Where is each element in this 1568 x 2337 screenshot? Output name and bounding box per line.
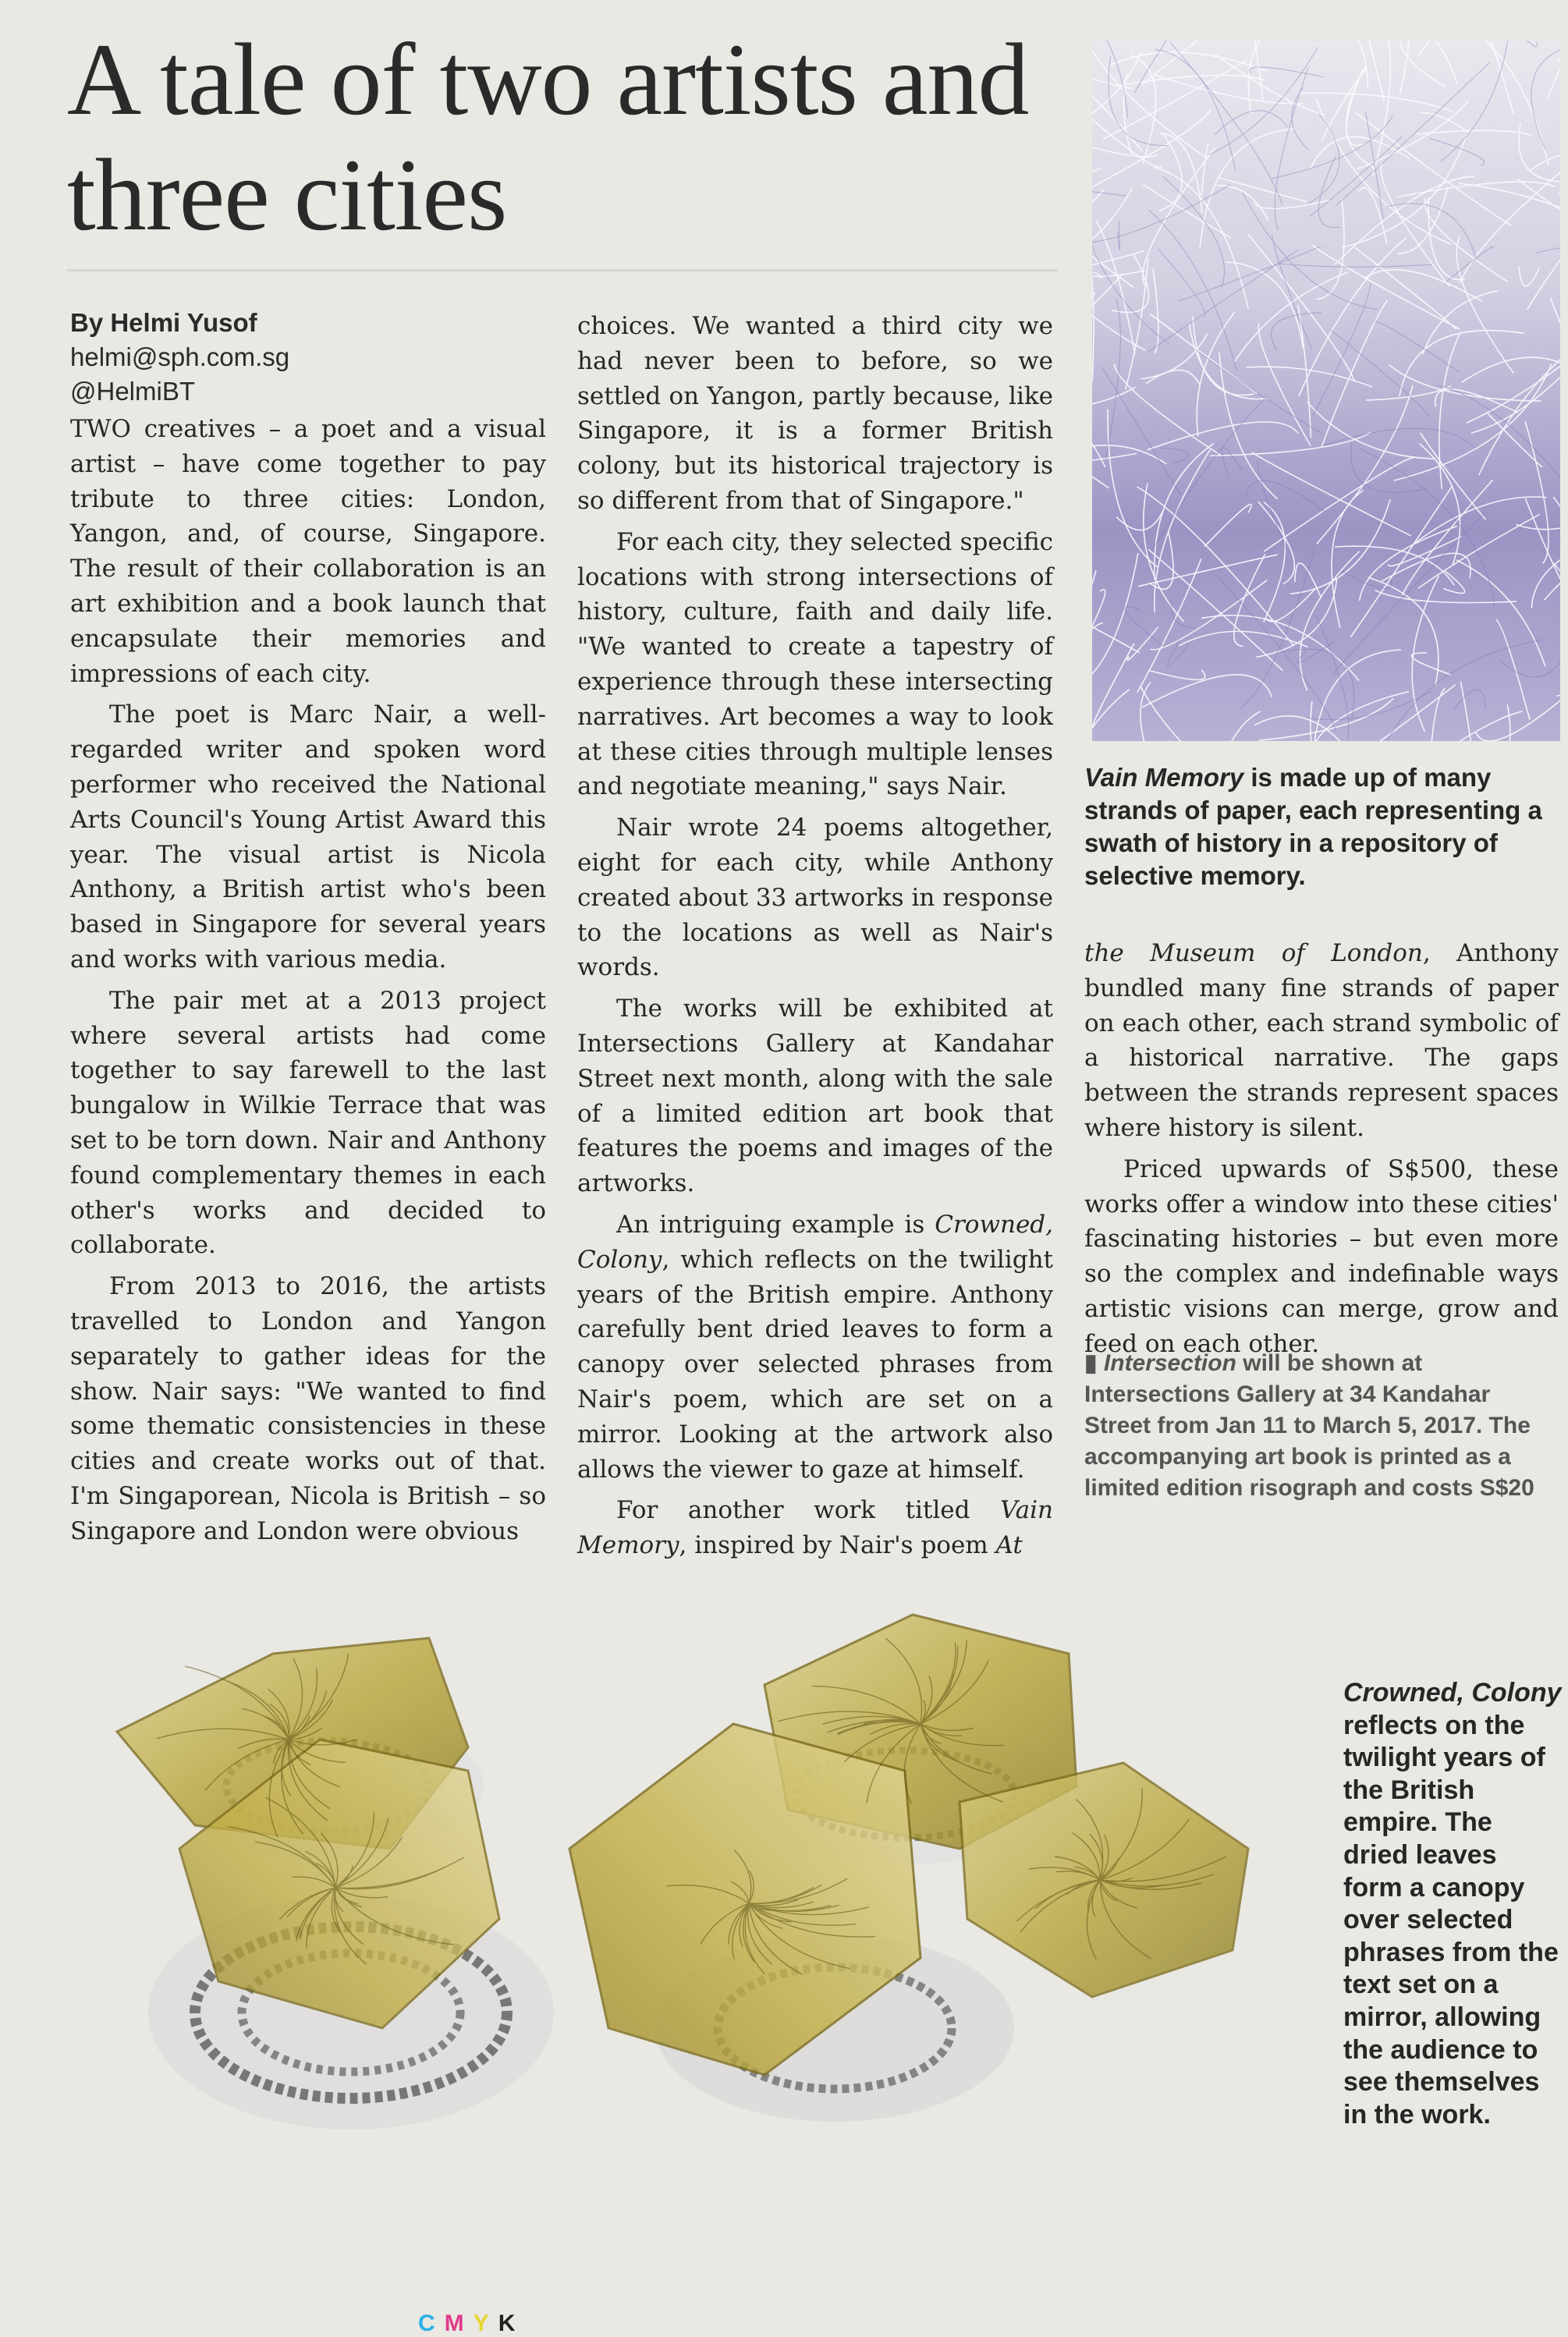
paragraph: choices. We wanted a third city we had never been to before, so we settled on Yangon, partly because, like Singapore, it is a former British colony, but its historical trajectory is so different from that of Singapore." [577, 312, 1053, 515]
paragraph-text: creatives – a poet and a visual artist – have come together to pay tribute to three cities: London, Yangon, and, of course, Singapore. The result of their collaboration is an art exhibition and a book launch that encapsulate their memories and impressions of each city. [70, 415, 546, 688]
crowned-colony-photo [62, 1591, 1326, 2200]
author-email: helmi@sph.com.sg [70, 342, 290, 371]
caption-text: reflects on the twilight years of the British empire. The dried leaves form a canopy over selected phrases from the text set on a mirror, allowing the audience to see themselves in the work. [1343, 1710, 1559, 2130]
cyan-mark: C [418, 2310, 445, 2336]
poem-title: the Museum of London [1084, 939, 1423, 967]
artwork-title: Vain Memory [577, 1496, 1053, 1560]
paragraph-text: For another work titled [616, 1496, 1001, 1525]
paragraph [577, 1208, 1053, 1487]
artwork-title: Crowned, Colony [577, 1210, 1053, 1274]
caption-artwork-title: Crowned, Colony [1343, 1678, 1562, 1708]
paragraph-text: , which reflects on the twilight years of the British empire. Anthony carefully bent dried leaves to form a canopy over selected phrases from Nair's poem, which are set on a mirror. Looking at the artwork also allows the viewer to gaze at himself. [577, 1245, 1053, 1484]
vain-memory-caption [1084, 761, 1568, 892]
author-name: By Helmi Yusof [70, 308, 257, 337]
paragraph-text: An intriguing example is [616, 1210, 935, 1239]
byline [70, 306, 569, 409]
author-twitter: @HelmiBT [70, 377, 196, 406]
article-column-1 [70, 412, 546, 1555]
exhibition-title: Intersection [1103, 1350, 1236, 1376]
magenta-mark: M [444, 2310, 474, 2336]
headline-rule [67, 269, 1058, 271]
paragraph: From 2013 to 2016, the artists travelled to London and Yangon separately to gather ideas for the show. Nair says: "We wanted to find some thematic consistencies in these cities and create works out of that. I'm Singaporean, Nicola is British – so Singapore and London were obvious [70, 1272, 546, 1545]
paragraph: The poet is Marc Nair, a well-regarded writer and spoken word performer who received the National Arts Council's Young Artist Award this year. The visual artist is Nicola Anthony, a British artist who's been based in Singapore for several years and works with various media. [70, 700, 546, 973]
paragraph-text: , Anthony bundled many fine strands of paper on each other, each strand symbolic of a historical narrative. The gaps between the strands represent spaces where history is silent. [1084, 939, 1559, 1142]
paragraph [577, 1493, 1053, 1563]
poem-title: At [995, 1531, 1023, 1560]
article-column-3 [1084, 936, 1559, 1368]
headline: A tale of two artists and three cities [67, 22, 1029, 252]
crowned-colony-caption [1343, 1677, 1562, 2131]
paragraph: Priced upwards of S$500, these works offer a window into these cities' fascinating histories – but even more so the complex and indefinable ways artistic visions can merge, grow and feed on each other. [1084, 1154, 1559, 1358]
info-text: will be shown at Intersections Gallery at 34 Kandahar Street from Jan 11 to March 5, 2017. The accompanying art book is printed as a limited edition risograph and costs S$20 [1084, 1350, 1534, 1501]
paragraph: The pair met at a 2013 project where several artists had come together to say farewell to the last bungalow in Wilkie Terrace that was set to be torn down. Nair and Anthony found complementary themes in each other's works and decided to collaborate. [70, 986, 546, 1260]
paragraph: The works will be exhibited at Intersections Gallery at Kandahar Street next month, along with the sale of a limited edition art book that features the poems and images of the artworks. [577, 995, 1053, 1198]
caption-text: is made up of many strands of paper, each representing a swath of history in a repository of selective memory. [1084, 763, 1542, 890]
black-mark: K [498, 2310, 525, 2336]
yellow-mark: Y [473, 2310, 498, 2336]
info-marker: ▮ [1084, 1350, 1098, 1376]
paragraph [1084, 936, 1559, 1146]
exhibition-info [1084, 1348, 1559, 1504]
print-registration-marks [418, 2310, 524, 2337]
lead-word: TWO [70, 415, 131, 443]
caption-artwork-title: Vain Memory [1084, 763, 1244, 792]
vain-memory-photo [1092, 41, 1560, 741]
paragraph: For each city, they selected specific locations with strong intersections of history, culture, faith and daily life. "We wanted to create a tapestry of experience through these intersecting narratives. Art becomes a way to look at these cities through multiple lenses and negotiate meaning," says Nair. [577, 527, 1053, 801]
paragraph: Nair wrote 24 poems altogether, eight for each city, while Anthony created about 33 artworks in response to the locations as well as Nair's words. [577, 814, 1053, 982]
paragraph-text: , inspired by Nair's poem [679, 1531, 996, 1560]
paragraph [70, 412, 546, 691]
article-column-2 [577, 309, 1053, 1569]
